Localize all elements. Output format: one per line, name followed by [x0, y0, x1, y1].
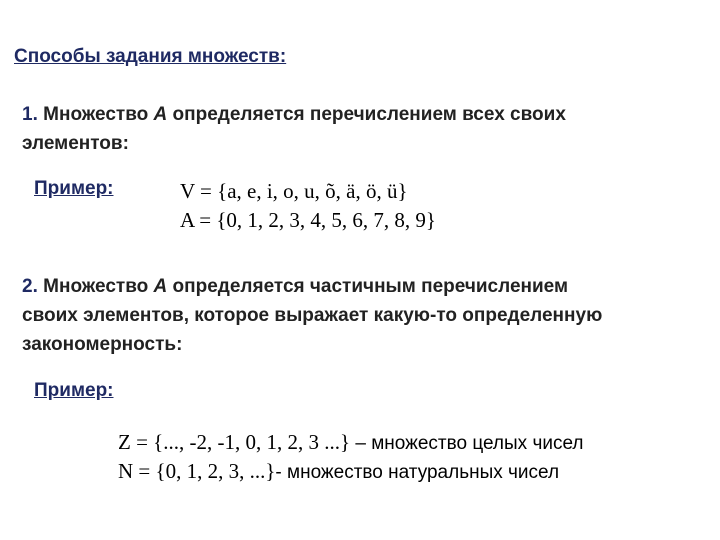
item-2-line-1 [22, 272, 702, 301]
example-1-label: Пример: [34, 178, 114, 199]
example-2-set-z [118, 428, 583, 458]
item-2-var: A [153, 276, 168, 297]
item-1-number: 1. [22, 104, 38, 125]
example-2-set-n [118, 457, 559, 487]
item-2-line-2: своих элементов, которое выражает какую-то определенную [22, 305, 603, 326]
set-n-description: - множество натуральных чисел [275, 462, 560, 483]
item-1 [22, 100, 702, 158]
item-1-text-before: Множество [43, 104, 154, 125]
slide-title: Способы задания множеств: [14, 46, 287, 67]
example-2-label: Пример: [34, 380, 114, 401]
example-1-set-v: V = {a, e, i, o, u, õ, ä, ö, ü} [180, 179, 408, 203]
item-2-text-after: определяется частичным перечислением [167, 276, 569, 297]
item-1-text-after: определяется перечислением всех своих [167, 104, 566, 125]
item-1-line-1 [22, 100, 702, 129]
item-2-line-3: закономерность: [22, 334, 183, 355]
set-z: Z = {..., -2, -1, 0, 1, 2, 3 ...} [118, 430, 351, 454]
set-n: N = {0, 1, 2, 3, ...} [118, 459, 276, 483]
item-2-text-before: Множество [43, 276, 154, 297]
item-2-number: 2. [22, 276, 38, 297]
item-1-var: A [153, 104, 168, 125]
set-z-description: – множество целых чисел [350, 433, 584, 454]
item-2 [22, 272, 702, 359]
item-1-line-2: элементов: [22, 133, 129, 154]
example-1-set-a: A = {0, 1, 2, 3, 4, 5, 6, 7, 8, 9} [180, 208, 437, 232]
